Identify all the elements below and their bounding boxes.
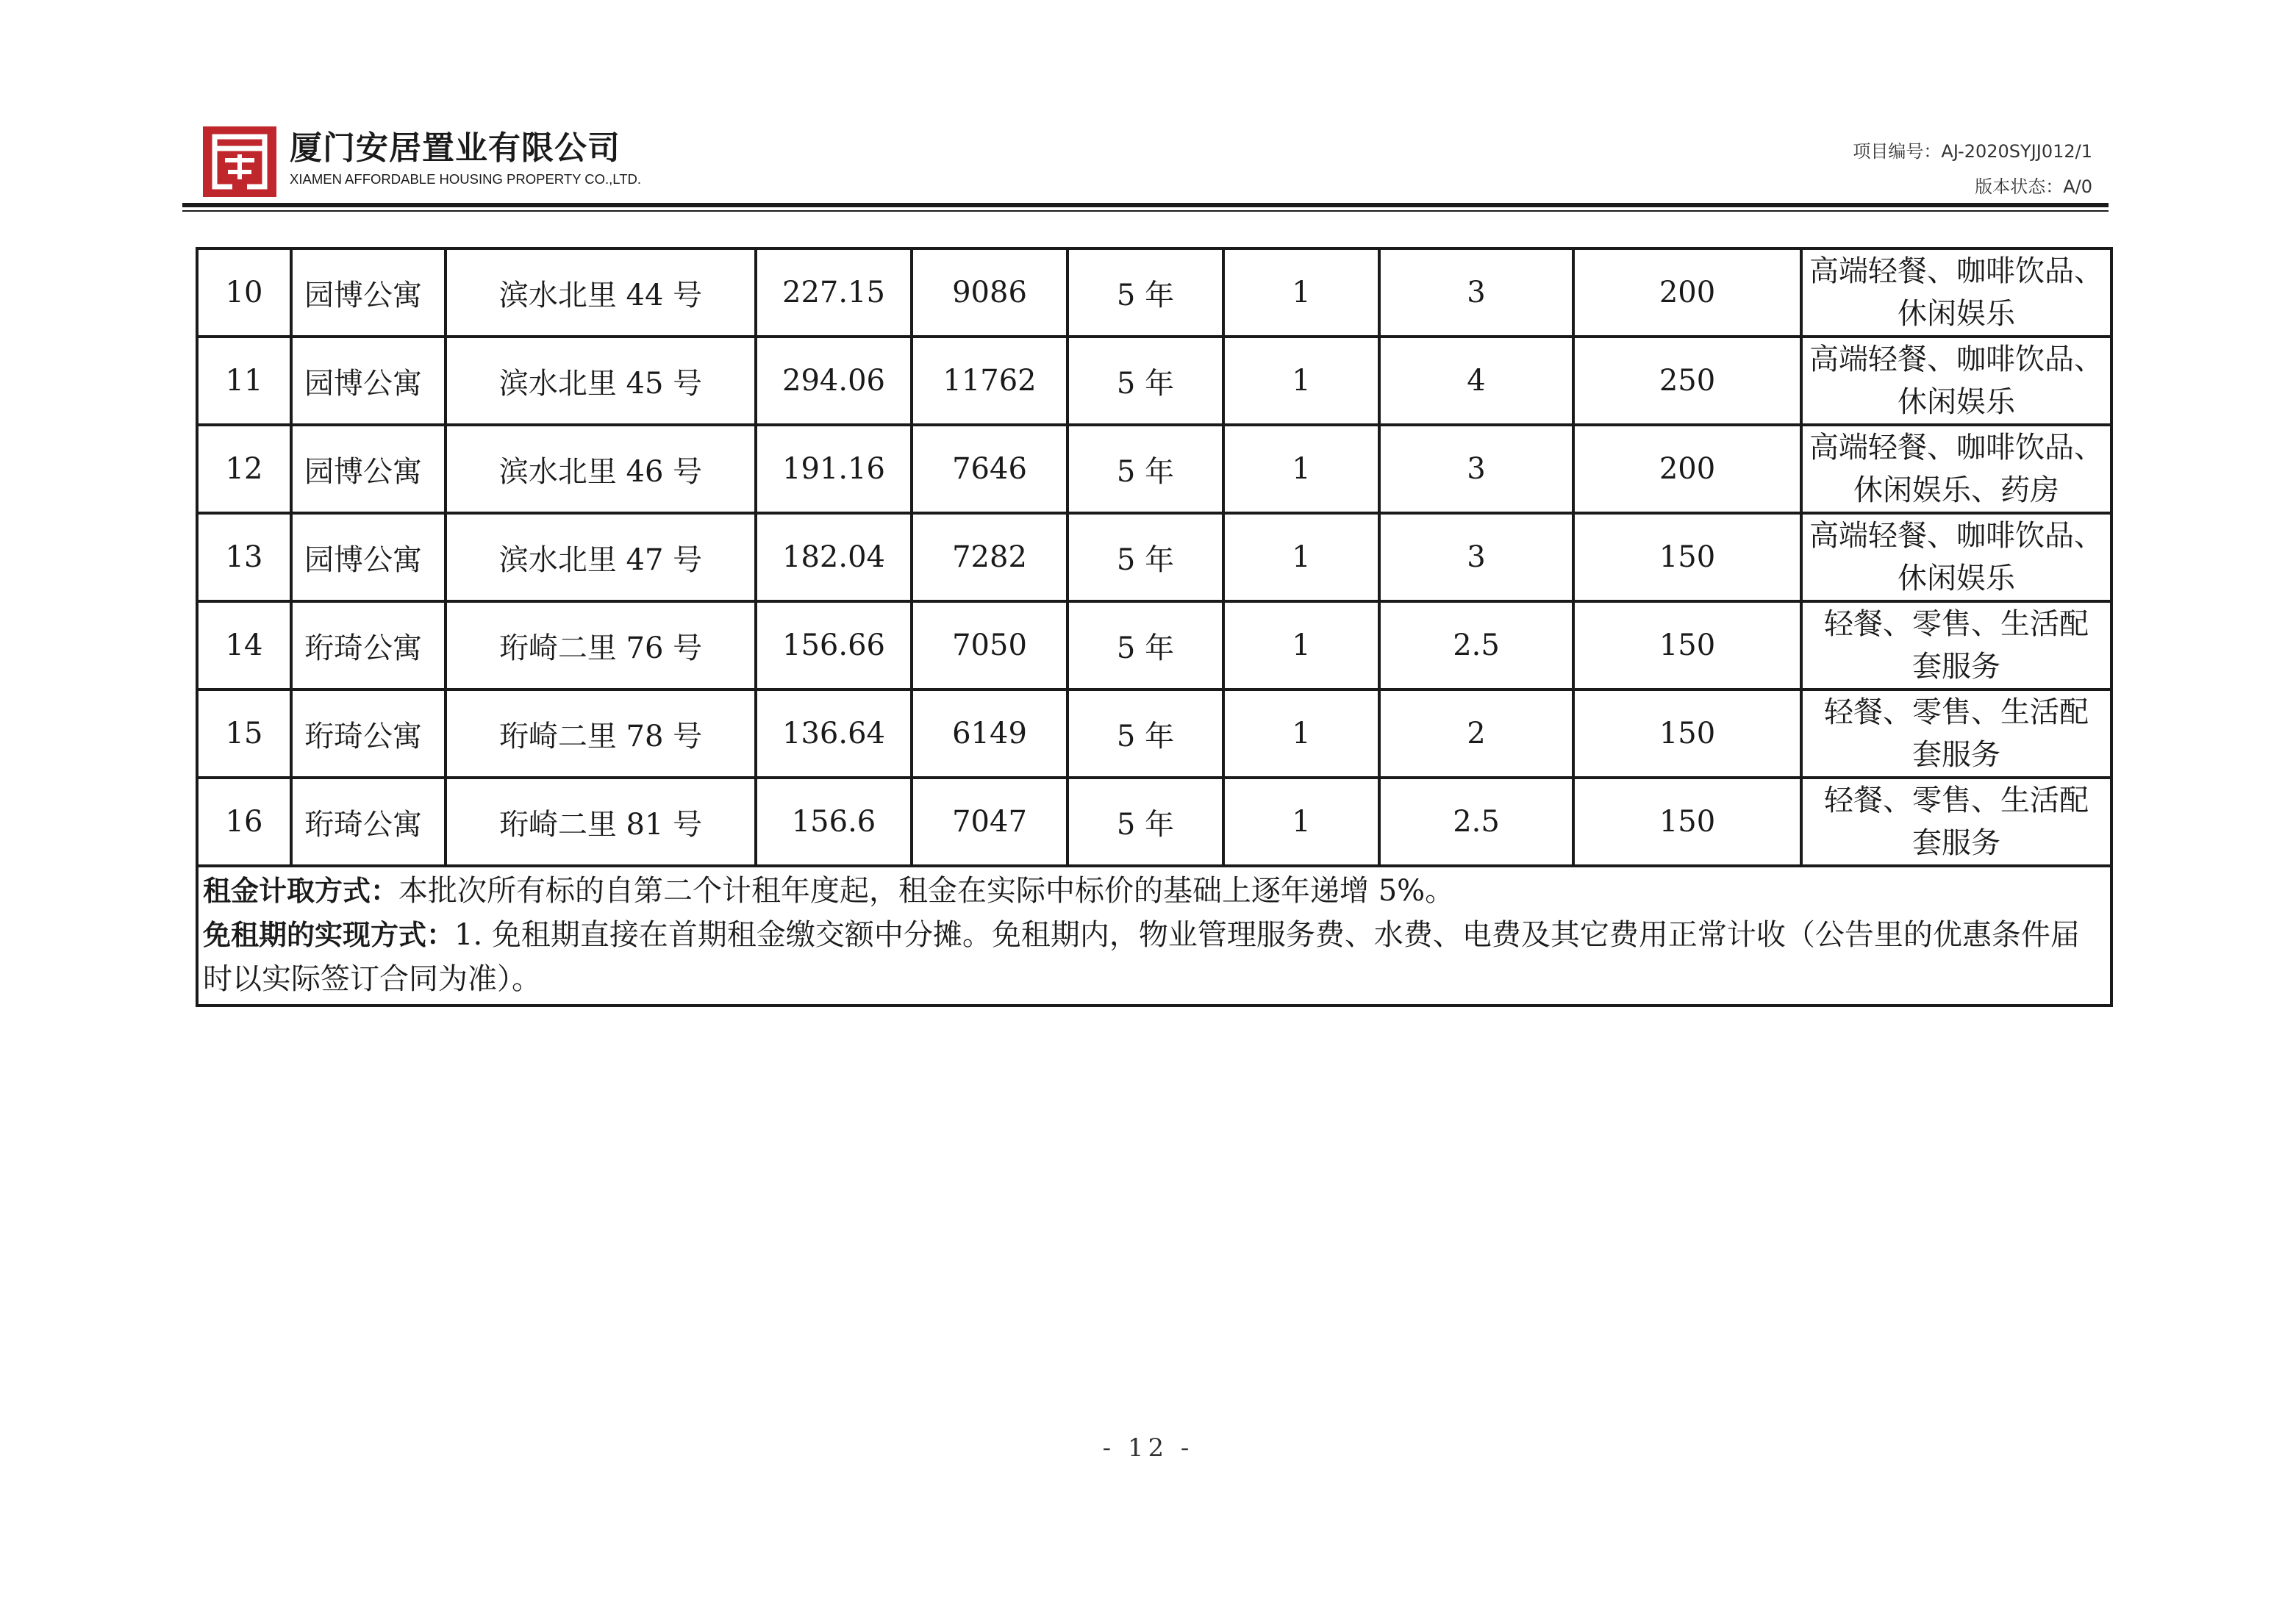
business-use-line: 套服务 <box>1912 826 2000 860</box>
area-cell: 182.04 <box>756 513 912 601</box>
lease-term-cell: 5 年 <box>1067 513 1223 601</box>
business-use-cell <box>1801 425 2111 513</box>
address-cell: 滨水北里 47 号 <box>446 513 756 601</box>
lease-term-cell: 5 年 <box>1067 601 1223 689</box>
address-cell: 滨水北里 45 号 <box>446 337 756 425</box>
area-cell: 227.15 <box>756 248 912 337</box>
project-name-cell: 珩琦公寓 <box>291 778 446 866</box>
row-number-cell: 12 <box>197 425 291 513</box>
fee-cell: 200 <box>1573 425 1801 513</box>
base-price-cell: 7646 <box>912 425 1067 513</box>
rent-free-months-cell: 1 <box>1223 248 1379 337</box>
table-row <box>197 778 2111 866</box>
rent-free-months-cell: 1 <box>1223 601 1379 689</box>
business-use-line: 轻餐、零售、生活配 <box>1824 784 2089 817</box>
business-use-line: 高端轻餐、咖啡饮品、 <box>1809 519 2103 553</box>
area-cell: 294.06 <box>756 337 912 425</box>
row-number-cell: 14 <box>197 601 291 689</box>
version-status: 版本状态：A/0 <box>1975 176 2092 197</box>
address-cell: 珩崎二里 81 号 <box>446 778 756 866</box>
table-row <box>197 601 2111 689</box>
business-use-line: 高端轻餐、咖啡饮品、 <box>1809 343 2103 376</box>
base-price-cell: 7282 <box>912 513 1067 601</box>
area-cell: 136.64 <box>756 689 912 778</box>
address-cell: 珩崎二里 76 号 <box>446 601 756 689</box>
table-row <box>197 425 2111 513</box>
fee-cell: 150 <box>1573 778 1801 866</box>
rent-method-label: 租金计取方式： <box>203 875 399 907</box>
deposit-cell: 3 <box>1379 248 1573 337</box>
table-row <box>197 248 2111 337</box>
business-use-line: 休闲娱乐、药房 <box>1853 473 2059 507</box>
project-name-cell: 珩琦公寓 <box>291 689 446 778</box>
business-use-line: 轻餐、零售、生活配 <box>1824 607 2089 641</box>
base-price-cell: 7047 <box>912 778 1067 866</box>
table-row <box>197 689 2111 778</box>
area-cell: 156.6 <box>756 778 912 866</box>
base-price-cell: 6149 <box>912 689 1067 778</box>
table-row <box>197 513 2111 601</box>
table-row <box>197 337 2111 425</box>
page-header <box>203 123 2109 203</box>
row-number-cell: 15 <box>197 689 291 778</box>
row-number-cell: 10 <box>197 248 291 337</box>
business-use-cell <box>1801 337 2111 425</box>
header-rule-thick <box>182 203 2109 207</box>
fee-cell: 150 <box>1573 689 1801 778</box>
deposit-cell: 3 <box>1379 425 1573 513</box>
lease-term-cell: 5 年 <box>1067 337 1223 425</box>
lease-term-cell: 5 年 <box>1067 425 1223 513</box>
fee-cell: 150 <box>1573 601 1801 689</box>
business-use-line: 高端轻餐、咖啡饮品、 <box>1809 254 2103 288</box>
business-use-line: 休闲娱乐 <box>1898 297 2015 331</box>
address-cell: 滨水北里 46 号 <box>446 425 756 513</box>
notes-cell <box>197 866 2111 1006</box>
deposit-cell: 2 <box>1379 689 1573 778</box>
header-rule-thin <box>182 210 2109 212</box>
rent-free-label: 免租期的实现方式： <box>203 919 455 951</box>
company-name-cn: 厦门安居置业有限公司 <box>290 129 621 167</box>
fee-cell: 150 <box>1573 513 1801 601</box>
rent-free-months-cell: 1 <box>1223 689 1379 778</box>
business-use-line: 高端轻餐、咖啡饮品、 <box>1809 431 2103 465</box>
rent-method-text: 本批次所有标的自第二个计租年度起，租金在实际中标价的基础上逐年递增 5%。 <box>398 874 1455 908</box>
project-name-cell: 园博公寓 <box>291 513 446 601</box>
deposit-cell: 2.5 <box>1379 778 1573 866</box>
business-use-cell <box>1801 513 2111 601</box>
rent-free-months-cell: 1 <box>1223 337 1379 425</box>
business-use-cell <box>1801 778 2111 866</box>
deposit-cell: 4 <box>1379 337 1573 425</box>
project-name-cell: 园博公寓 <box>291 425 446 513</box>
project-name-cell: 珩琦公寓 <box>291 601 446 689</box>
business-use-cell <box>1801 601 2111 689</box>
project-name-cell: 园博公寓 <box>291 248 446 337</box>
business-use-cell <box>1801 689 2111 778</box>
company-name-en: XIAMEN AFFORDABLE HOUSING PROPERTY CO.,LTD. <box>290 171 642 187</box>
base-price-cell: 7050 <box>912 601 1067 689</box>
rent-free-months-cell: 1 <box>1223 513 1379 601</box>
business-use-line: 套服务 <box>1912 650 2000 684</box>
project-number: 项目编号：AJ-2020SYJJ012/1 <box>1853 141 2092 162</box>
area-cell: 156.66 <box>756 601 912 689</box>
address-cell: 滨水北里 44 号 <box>446 248 756 337</box>
lease-term-cell: 5 年 <box>1067 248 1223 337</box>
business-use-line: 套服务 <box>1912 738 2000 772</box>
address-cell: 珩崎二里 78 号 <box>446 689 756 778</box>
row-number-cell: 11 <box>197 337 291 425</box>
business-use-line: 轻餐、零售、生活配 <box>1824 695 2089 729</box>
business-use-line: 休闲娱乐 <box>1898 562 2015 595</box>
lease-term-cell: 5 年 <box>1067 689 1223 778</box>
row-number-cell: 16 <box>197 778 291 866</box>
base-price-cell: 9086 <box>912 248 1067 337</box>
business-use-line: 休闲娱乐 <box>1898 385 2015 419</box>
rent-free-text: 1. 免租期直接在首期租金缴交额中分摊。免租期内，物业管理服务费、水费、电费及其它费用正常计收（公告里的优惠条件届时以实际签订合同为准）。 <box>203 918 2080 996</box>
page-number: - 12 - <box>1102 1433 1194 1463</box>
fee-cell: 250 <box>1573 337 1801 425</box>
area-cell: 191.16 <box>756 425 912 513</box>
base-price-cell: 11762 <box>912 337 1067 425</box>
row-number-cell: 13 <box>197 513 291 601</box>
business-use-cell <box>1801 248 2111 337</box>
deposit-cell: 3 <box>1379 513 1573 601</box>
company-seal-logo-icon <box>203 126 276 197</box>
rent-free-months-cell: 1 <box>1223 778 1379 866</box>
fee-cell: 200 <box>1573 248 1801 337</box>
deposit-cell: 2.5 <box>1379 601 1573 689</box>
property-table <box>196 247 2113 1007</box>
rent-free-months-cell: 1 <box>1223 425 1379 513</box>
lease-term-cell: 5 年 <box>1067 778 1223 866</box>
project-name-cell: 园博公寓 <box>291 337 446 425</box>
